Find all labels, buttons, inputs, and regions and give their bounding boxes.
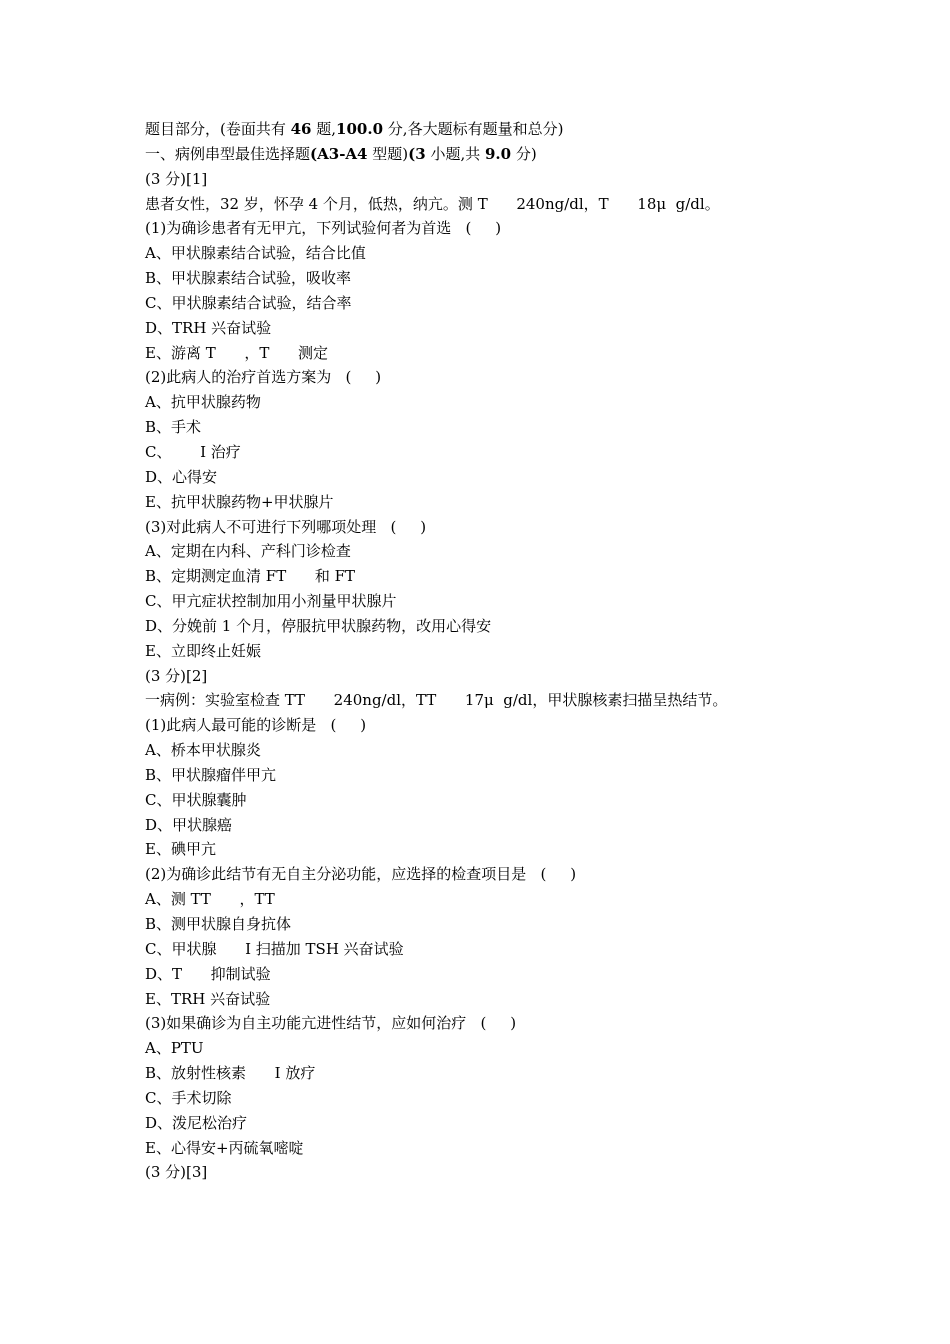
text-line: E、游离 T ，T 测定 xyxy=(145,343,328,362)
text-line: D、泼尼松治疗 xyxy=(145,1113,248,1132)
text-line: (3 分)[1] xyxy=(145,169,208,188)
text-line: A、PTU xyxy=(145,1039,204,1058)
text-line: A、测 TT ，TT xyxy=(145,890,275,909)
text-line: (3)如果确诊为自主功能亢进性结节，应如何治疗 ( ) xyxy=(145,1014,517,1033)
exam-header: 题目部分，(卷面共有 46 题,100.0 分,各大题标有题量和总分) xyxy=(145,120,564,138)
text-line: D、TRH 兴奋试验 xyxy=(145,318,272,337)
text-line: B、甲状腺素结合试验，吸收率 xyxy=(145,269,352,288)
text-line: B、测甲状腺自身抗体 xyxy=(145,915,292,933)
text-line: C、甲亢症状控制加用小剂量甲状腺片 xyxy=(145,592,397,611)
text-line: 一病例：实验室检查 TT 240ng/dl，TT 17μ g/dl，甲状腺核素扫描呈热结节。 xyxy=(145,691,728,710)
text-line: C、 I 治疗 xyxy=(145,442,241,461)
text-line: B、手术 xyxy=(145,418,202,437)
text-line: D、甲状腺癌 xyxy=(145,815,233,834)
text-line: C、甲状腺 I 扫描加 TSH 兴奋试验 xyxy=(145,939,404,958)
text-line: E、心得安+丙硫氧嘧啶 xyxy=(145,1138,304,1157)
section-title: 一、病例串型最佳选择题(A3-A4 型题)(3 小题,共 9.0 分) xyxy=(145,144,537,163)
text-line: 患者女性，32 岁，怀孕 4 个月，低热，纳亢。测 T 240ng/dl，T 18μ g/dl。 xyxy=(145,194,720,213)
text-line: B、定期测定血清 FT 和 FT xyxy=(145,567,355,586)
text-line: B、放射性核素 I 放疗 xyxy=(145,1064,316,1083)
text-line: (1)此病人最可能的诊断是 ( ) xyxy=(145,716,367,735)
text-line: (1)为确诊患者有无甲亢，下列试验何者为首选 ( ) xyxy=(145,219,502,238)
question-lines xyxy=(145,117,905,1185)
question-body xyxy=(145,167,905,1186)
text-line: E、立即终止妊娠 xyxy=(145,641,261,660)
text-line: (2)为确诊此结节有无自主分泌功能，应选择的检查项目是 ( ) xyxy=(145,865,577,884)
text-line: A、定期在内科、产科门诊检查 xyxy=(145,542,351,561)
text-line: E、抗甲状腺药物+甲状腺片 xyxy=(145,492,334,511)
text-line: E、TRH 兴奋试验 xyxy=(145,989,271,1008)
text-line: C、手术切除 xyxy=(145,1088,232,1107)
text-line: C、甲状腺囊肿 xyxy=(145,790,247,809)
text-line: D、心得安 xyxy=(145,467,218,486)
text-line: E、碘甲亢 xyxy=(145,840,216,859)
text-line: (2)此病人的治疗首选方案为 ( ) xyxy=(145,368,382,387)
text-line: A、抗甲状腺药物 xyxy=(145,393,261,412)
text-line: B、甲状腺瘤伴甲亢 xyxy=(145,765,277,784)
text-line: (3)对此病人不可进行下列哪项处理 ( ) xyxy=(145,517,427,536)
text-line: (3 分)[2] xyxy=(145,666,208,685)
text-line: (3 分)[3] xyxy=(145,1163,208,1182)
text-line: A、桥本甲状腺炎 xyxy=(145,741,261,760)
text-line: D、T 抑制试验 xyxy=(145,964,271,983)
text-line: A、甲状腺素结合试验，结合比值 xyxy=(145,244,366,263)
text-line: D、分娩前 1 个月，停服抗甲状腺药物，改用心得安 xyxy=(145,616,492,635)
text-line: C、甲状腺素结合试验，结合率 xyxy=(145,293,352,312)
